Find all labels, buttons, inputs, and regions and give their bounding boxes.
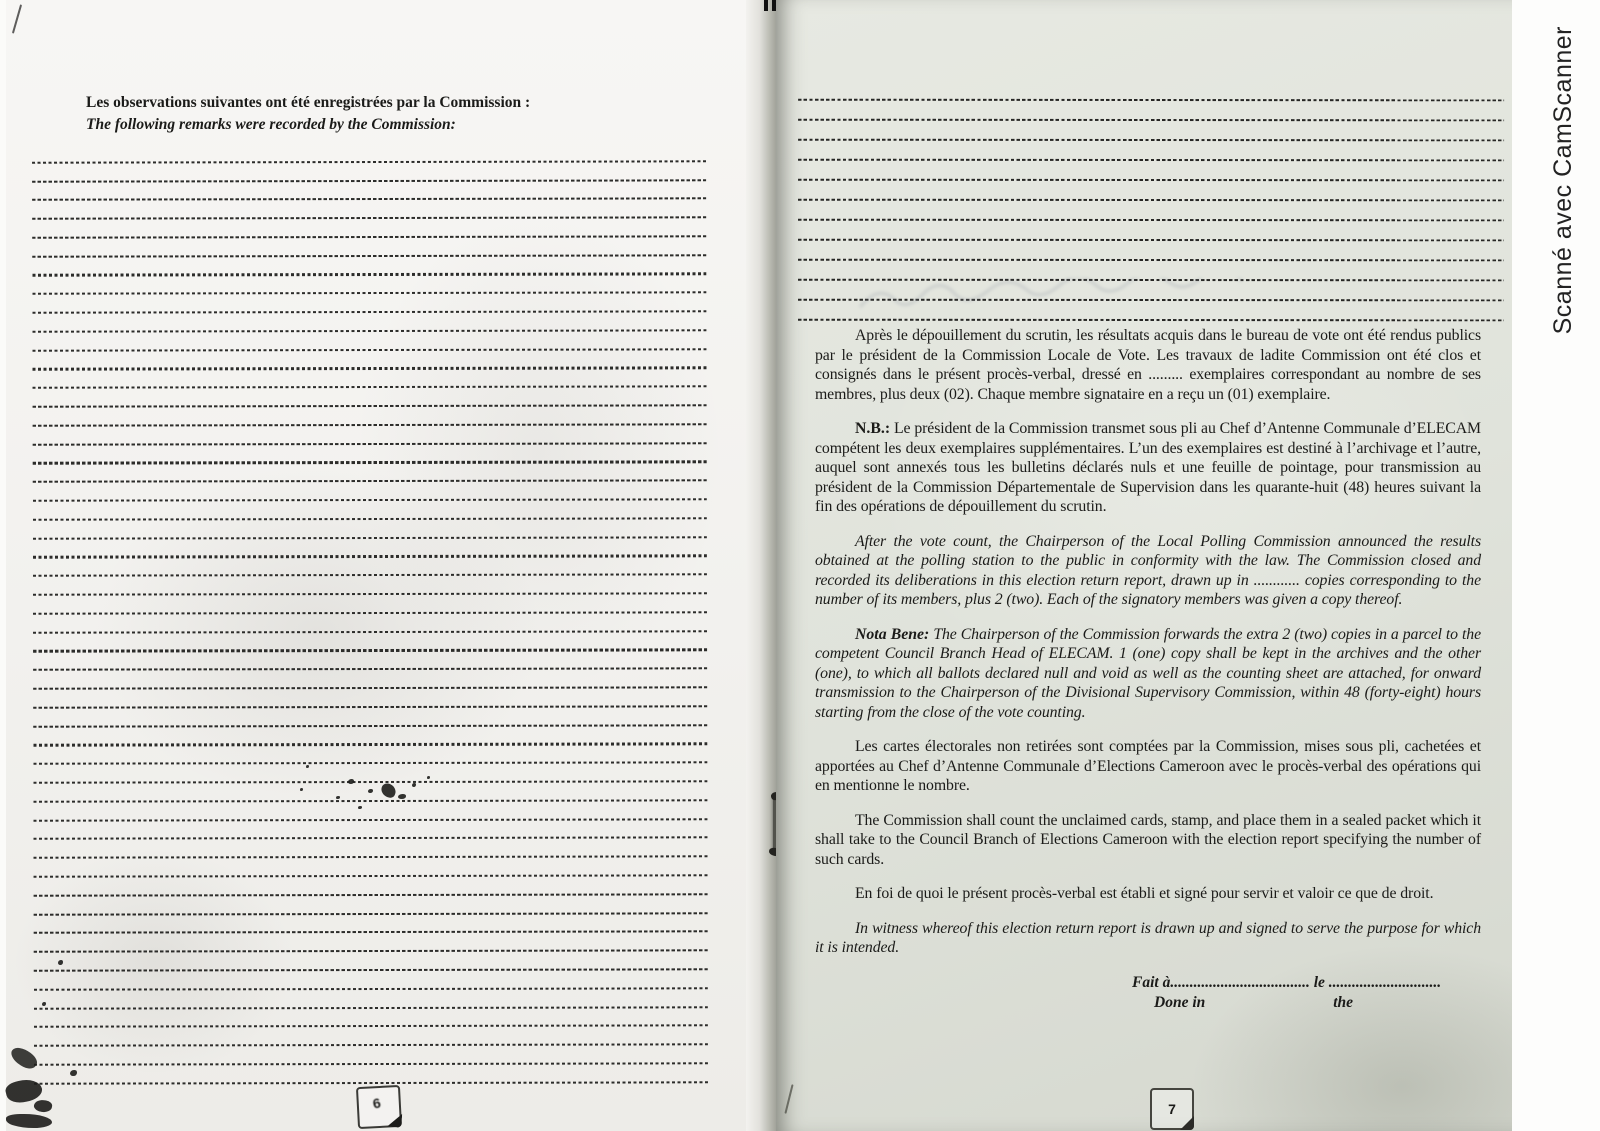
- place-dotted-field: ....................................: [1170, 973, 1310, 991]
- dotted-blank-line: [32, 278, 706, 298]
- paragraph: The Commission shall count the unclaimed cards, stamp, and place them in a sealed packet which it shall take to the Council Branch of Elections Cameroon with the election report specifying the number of such cards.: [815, 811, 1481, 868]
- le-label: le: [1313, 973, 1325, 991]
- date-dotted-field: .............................: [1328, 973, 1442, 991]
- dotted-blank-line: [33, 597, 707, 617]
- dotted-blank-line: [33, 409, 707, 429]
- dotted-blank-line: [33, 710, 707, 730]
- paragraph: Les cartes électorales non retirées sont comptées par la Commission, mises sous pli, cachetées et apportées au Chef d’Antenne Communale d’Elections Cameroon avec le procès-verbal des opérations qui en mentionne le nombre.: [815, 738, 1481, 794]
- scanner-margin: [1512, 0, 1600, 1131]
- dotted-blank-line: [33, 503, 707, 523]
- the-label: the: [1333, 993, 1354, 1011]
- dotted-blank-line: [798, 164, 1504, 185]
- page-number: 6: [371, 1094, 383, 1112]
- corner-smudge: [6, 1114, 52, 1128]
- done-in-label: Done in: [1154, 993, 1206, 1011]
- dotted-blank-line: [33, 823, 707, 843]
- dotted-blank-line: [32, 146, 706, 166]
- dotted-blank-line: [33, 635, 707, 655]
- page-number-box-left: [356, 1085, 402, 1129]
- dotted-blank-line: [34, 973, 708, 993]
- dotted-blank-line: [32, 203, 706, 223]
- paragraph: En foi de quoi le présent procès-verbal est établi et signé pour servir et valoir ce que de droit.: [855, 885, 1434, 902]
- crease-mark: [784, 1084, 793, 1114]
- body-text: [815, 326, 1481, 958]
- dotted-blank-line: [33, 842, 707, 862]
- dotted-blank-line: [798, 84, 1504, 105]
- corner-smudge: [33, 1099, 53, 1114]
- dotted-blank-line: [32, 221, 706, 241]
- dotted-blank-line: [33, 485, 707, 505]
- dotted-blank-line: [34, 898, 708, 918]
- dotted-blank-line: [798, 204, 1504, 225]
- dotted-blank-line: [798, 104, 1504, 125]
- dotted-blank-line: [32, 297, 706, 317]
- dotted-blank-line: [798, 244, 1504, 265]
- folded-corner-icon: [387, 1113, 402, 1128]
- dotted-blank-line: [32, 315, 706, 335]
- dotted-blank-line: [33, 522, 707, 542]
- dotted-blank-line: [34, 936, 708, 956]
- paragraph: After the vote count, the Chairperson of the Local Polling Commission announced the results obtained at the polling station to the public in conformity with the law. The Commission closed and recorded its deliberations in this election return report, drawn up in ............ copies corresponding to the number of its members, plus 2 (two). Each of the signatory members was given a copy thereof.: [815, 532, 1481, 608]
- dotted-blank-line: [798, 184, 1504, 205]
- dotted-blank-line: [33, 447, 707, 467]
- dotted-blank-line: [34, 1011, 708, 1031]
- page-gutter: [746, 0, 776, 1131]
- dotted-blank-line: [33, 691, 707, 711]
- dotted-blank-line: [798, 124, 1504, 145]
- page-number-box-right: [1150, 1088, 1194, 1130]
- left-page: [6, 0, 746, 1131]
- dotted-blank-line: [34, 1030, 708, 1050]
- dotted-blank-line: [33, 541, 707, 561]
- dotted-blank-line: [34, 955, 708, 975]
- dotted-blank-line: [32, 240, 706, 260]
- dotted-blank-line: [33, 579, 707, 599]
- dotted-blank-line: [34, 1067, 708, 1087]
- paragraph-label: Nota Bene:: [855, 625, 930, 643]
- dotted-blank-line: [798, 144, 1504, 165]
- camscanner-watermark: Scanné avec CamScanner: [1549, 26, 1577, 335]
- dotted-blank-line: [33, 654, 707, 674]
- paragraph: Nota Bene: The Chairperson of the Commission forwards the extra 2 (two) copies in a parcel to the competent Council Branch Head of ELECAM. 1 (one) copy shall be kept in the archives and the other (one), to which all ballots declared null and void as well as the counting sheet are attached, for onward transmission to the Chairperson of the Divisional Supervisory Commission, within 48 (forty-eight) hours starting from the close of the vote counting.: [815, 625, 1481, 721]
- done-at-block: [1132, 973, 1472, 1013]
- paragraph: N.B.: Le président de la Commission transmet sous pli au Chef d’Antenne Communale d’ELECAM compétent les deux exemplaires supplémentaires. L’un des exemplaires est destiné à l’archivage et l’autre, auquel sont annexés tous les bulletins déclarés nuls et une feuille de pointage, pour transmission au président de la Commission Départementale de Supervision dans les quarante-huit (48) heures suivant la fin des opérations de dépouillement du scrutin.: [815, 420, 1481, 515]
- right-page: [776, 0, 1512, 1131]
- dotted-blank-line: [33, 673, 707, 693]
- remarks-blank-lines: [32, 146, 708, 1087]
- dotted-blank-line: [32, 259, 706, 279]
- paragraph: In witness whereof this election return report is drawn up and signed to serve the purpose for which it is intended.: [815, 919, 1481, 956]
- dotted-blank-line: [798, 224, 1504, 245]
- page-number: 7: [1168, 1101, 1176, 1117]
- dotted-blank-line: [32, 334, 706, 354]
- dotted-blank-line: [33, 560, 707, 580]
- dotted-blank-line: [34, 879, 708, 899]
- dotted-blank-line: [34, 917, 708, 937]
- remarks-heading-fr: Les observations suivantes ont été enregistrées par la Commission :: [86, 94, 531, 111]
- dotted-blank-line: [32, 184, 706, 204]
- fait-a-label: Fait à: [1132, 973, 1171, 991]
- top-edge-mark: [764, 0, 776, 11]
- dotted-blank-line: [33, 616, 707, 636]
- dotted-blank-line: [34, 861, 708, 881]
- dotted-blank-line: [33, 391, 707, 411]
- dotted-blank-line: [32, 165, 706, 185]
- dotted-blank-line: [32, 353, 706, 373]
- done-at-line-en: [1132, 993, 1472, 1013]
- dotted-blank-line: [33, 729, 707, 749]
- dotted-blank-line: [34, 1049, 708, 1069]
- dotted-blank-line: [33, 428, 707, 448]
- dotted-blank-line: [33, 767, 707, 787]
- dotted-blank-line: [33, 748, 707, 768]
- remarks-heading-en: The following remarks were recorded by the Commission:: [86, 116, 456, 133]
- dotted-blank-line: [32, 372, 706, 392]
- ink-bleedthrough: [856, 278, 1276, 318]
- paragraph-label: N.B.:: [855, 420, 891, 437]
- scan-scratch: [12, 4, 22, 33]
- done-at-line-fr: [1132, 973, 1472, 993]
- dotted-blank-line: [33, 804, 707, 824]
- remarks-heading: [86, 92, 746, 136]
- dotted-blank-line: [34, 992, 708, 1012]
- paragraph: Après le dépouillement du scrutin, les résultats acquis dans le bureau de vote ont été rendus publics par le président de la Commission Locale de Vote. Les travaux de ladite Commission ont été clos et consignés dans le présent procès-verbal, dressé en ......... exemplaires correspondant au nombre de ses membres, plus deux (02). Chaque membre signataire en a reçu un (01) exemplaire.: [815, 327, 1481, 403]
- dotted-blank-line: [33, 466, 707, 486]
- folded-corner-icon: [1180, 1116, 1194, 1130]
